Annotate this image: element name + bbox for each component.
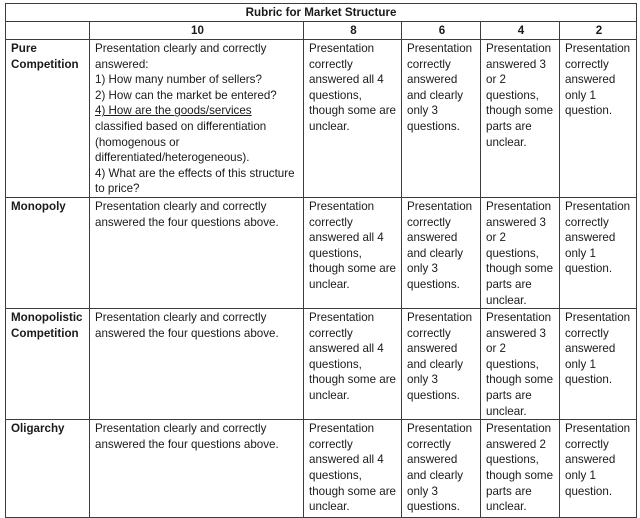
question-3-rest: classified based on differentiation (homogenous or differentiated/heterogeneous). (95, 119, 267, 165)
criteria-cell-10: Presentation clearly and correctly answered the four questions above. (90, 420, 304, 518)
criteria-cell-6: Presentation correctly answered and clearly only 3 questions. (402, 420, 481, 518)
criteria-cell-6: Presentation correctly answered and clearly only 3 questions. (402, 40, 481, 198)
category-label (6, 420, 90, 518)
header-score-2: 2 (560, 22, 637, 40)
criteria-cell-6: Presentation correctly answered and clearly only 3 questions. (402, 309, 481, 420)
criteria-cell-2: Presentation correctly answered only 1 question. (560, 420, 637, 518)
header-score-8: 8 (304, 22, 402, 40)
header-score-4: 4 (481, 22, 560, 40)
criteria-cell-8: Presentation correctly answered all 4 questions, though some are unclear. (304, 420, 402, 518)
rubric-title: Rubric for Market Structure (6, 4, 637, 22)
question-1: 1) How many number of sellers? (95, 73, 262, 87)
criteria-cell-8: Presentation correctly answered all 4 questions, though some are unclear. (304, 197, 402, 308)
criteria-cell-2: Presentation correctly answered only 1 question. (560, 309, 637, 420)
criteria-cell-4: Presentation answered 3 or 2 questions, though some parts are unclear. (481, 40, 560, 198)
criteria-cell-10: Presentation clearly and correctly answered the four questions above. (90, 309, 304, 420)
category-label (6, 309, 90, 420)
category-label-line: Pure (11, 42, 37, 55)
criteria-cell-8: Presentation correctly answered all 4 questions, though some are unclear. (304, 309, 402, 420)
criteria-cell-10: Presentation clearly and correctly answered the four questions above. (90, 197, 304, 308)
criteria-cell-8: Presentation correctly answered all 4 questions, though some are unclear. (304, 40, 402, 198)
header-row (6, 22, 637, 40)
row-oligarchy (6, 420, 637, 518)
category-label (6, 40, 90, 198)
question-3-underlined: 4) How are the goods/services (95, 104, 252, 118)
category-label (6, 197, 90, 308)
category-label-line: Monopoly (11, 199, 66, 213)
question-2: 2) How can the market be entered? (95, 88, 277, 102)
category-label-line: Monopolistic (11, 311, 83, 325)
category-label-line: Competition (11, 326, 79, 340)
criteria-cell-4: Presentation answered 3 or 2 questions, though some parts are unclear. (481, 197, 560, 308)
criteria-cell-2: Presentation correctly answered only 1 question. (560, 197, 637, 308)
category-label-line: Competition (11, 57, 79, 71)
header-score-6: 6 (402, 22, 481, 40)
header-blank-cell (6, 22, 90, 40)
criteria-cell-2: Presentation correctly answered only 1 question. (560, 40, 637, 198)
criteria-cell-4: Presentation answered 3 or 2 questions, though some parts are unclear. (481, 309, 560, 420)
criteria-cell-4: Presentation answered 2 questions, though some parts are unclear. (481, 420, 560, 518)
criteria-cell-6: Presentation correctly answered and clearly only 3 questions. (402, 197, 481, 308)
category-label-line: Oligarchy (11, 422, 65, 436)
header-score-10: 10 (90, 22, 304, 40)
row-monopolistic-competition (6, 309, 637, 420)
question-4: 4) What are the effects of this structure to price? (95, 166, 295, 196)
title-row (6, 4, 637, 22)
row-pure-competition (6, 40, 637, 198)
criteria-cell-10 (90, 40, 304, 198)
row-monopoly (6, 197, 637, 308)
rubric-table (5, 3, 637, 518)
criteria-intro: Presentation clearly and correctly answered: (95, 42, 267, 71)
